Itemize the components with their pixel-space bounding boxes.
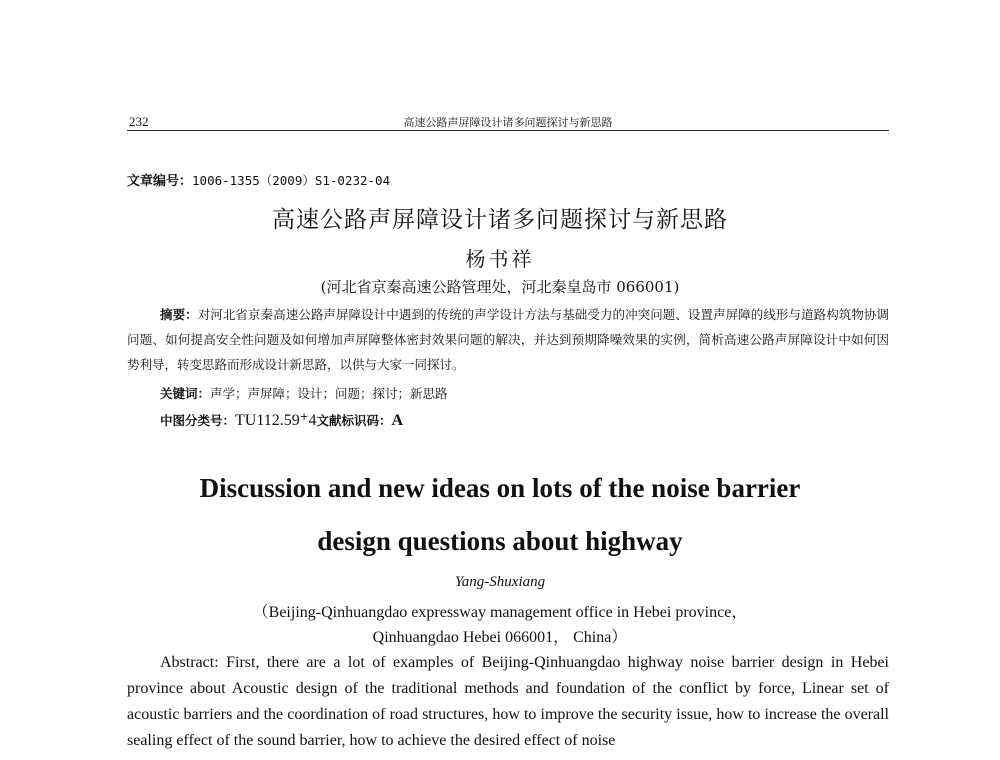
classification-label: 中图分类号： bbox=[160, 413, 236, 429]
classification-sup: + bbox=[299, 411, 309, 423]
page-header bbox=[127, 108, 889, 131]
classification bbox=[160, 411, 403, 430]
classification-code: TU112.59 bbox=[235, 412, 300, 430]
keywords bbox=[160, 384, 448, 402]
author-chinese: 杨书祥 bbox=[465, 247, 535, 271]
keywords-text: 声学；声屏障；设计；问题；探讨；新思路 bbox=[210, 386, 448, 401]
title-english-line1: Discussion and new ideas on lots of the noise barrier bbox=[199, 473, 801, 503]
doc-code-label: 文献标识码： bbox=[316, 413, 392, 429]
affiliation-english-line2: Qinhuangdao Hebei 066001， China） bbox=[372, 629, 628, 646]
title-english-line2: design questions about highway bbox=[317, 526, 683, 556]
article-id bbox=[127, 170, 390, 189]
abstract-english: Abstract: First, there are a lot of examples of Beijing-Qinhuangdao highway noise barrier design in Hebei province about Acoustic design of the traditional methods and foundation of the conflict by force, Linear set of acoustic barriers and the coordination of road structures, how to improve the security issue, how to increase the overall sealing effect of the sound barrier, how to achieve the desired effect of noise bbox=[127, 654, 889, 749]
doc-code: A bbox=[391, 412, 404, 430]
classification-code-suffix: 4 bbox=[308, 412, 317, 430]
abstract-chinese bbox=[127, 302, 889, 377]
keywords-label: 关键词： bbox=[160, 386, 211, 401]
abstract-cn-label: 摘要： bbox=[160, 307, 198, 322]
affiliation-english-line1: （Beijing-Qinhuangdao expressway management office in Hebei province， bbox=[252, 604, 748, 621]
page-number: 232 bbox=[129, 114, 149, 129]
affiliation-chinese: (河北省京秦高速公路管理处，河北秦皇岛市 066001) bbox=[320, 278, 680, 296]
running-title: 高速公路声屏障设计诸多问题探讨与新思路 bbox=[403, 116, 613, 129]
article-id-label: 文章编号： bbox=[127, 174, 193, 189]
article-id-value: 1006-1355（2009）S1-0232-04 bbox=[192, 173, 391, 188]
author-english: Yang-Shuxiang bbox=[454, 574, 546, 590]
abstract-cn-text: 对河北省京秦高速公路声屏障设计中遇到的传统的声学设计方法与基础受力的冲突问题、设置声屏障的线形与道路构筑物协调问题、如何提高安全性问题及如何增加声屏障整体密封效果问题的解决，并达到预期降噪效果的实例，简析高速公路声屏障设计中如何因势利导，转变思路而形成设计新思路，以供与大家一同探讨。 bbox=[127, 307, 889, 372]
title-chinese: 高速公路声屏障设计诸多问题探讨与新思路 bbox=[272, 207, 728, 233]
